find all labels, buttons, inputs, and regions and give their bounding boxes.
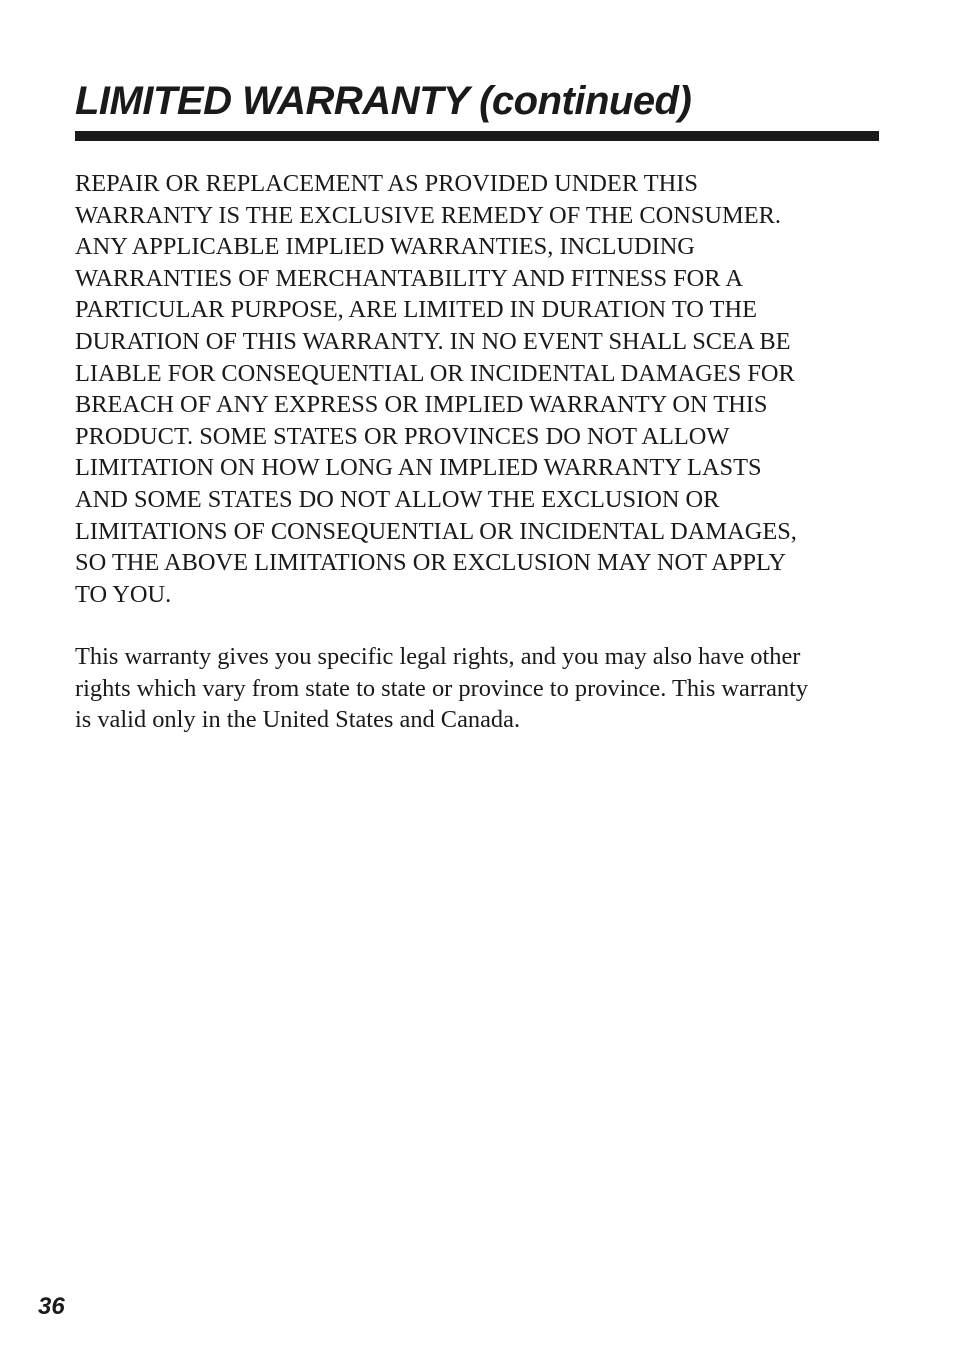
legal-rights-paragraph [75, 641, 875, 736]
page-number: 36 [38, 1293, 65, 1320]
text-line: ANY APPLICABLE IMPLIED WARRANTIES, INCLUDING [75, 233, 695, 261]
text-line: LIMITATIONS OF CONSEQUENTIAL OR INCIDENTAL DAMAGES, [75, 517, 797, 545]
text-line: LIMITATION ON HOW LONG AN IMPLIED WARRANTY LASTS [75, 454, 762, 482]
text-line: BREACH OF ANY EXPRESS OR IMPLIED WARRANTY ON THIS [75, 391, 768, 419]
text-line: PRODUCT. SOME STATES OR PROVINCES DO NOT ALLOW [75, 422, 730, 450]
text-line: REPAIR OR REPLACEMENT AS PROVIDED UNDER THIS [75, 170, 698, 197]
text-line: AND SOME STATES DO NOT ALLOW THE EXCLUSION OR [75, 485, 720, 513]
page-title: LIMITED WARRANTY (continued) [75, 79, 692, 123]
text-line: This warranty gives you specific legal rights, and you may also have other [75, 643, 801, 670]
text-line: PARTICULAR PURPOSE, ARE LIMITED IN DURATION TO THE [75, 296, 757, 324]
disclaimer-paragraph [75, 168, 875, 610]
text-line: TO YOU. [75, 580, 172, 608]
text-line: WARRANTIES OF MERCHANTABILITY AND FITNESS FOR A [75, 264, 743, 292]
title-rule [75, 131, 879, 141]
text-line: is valid only in the United States and Canada. [75, 706, 521, 734]
text-line: WARRANTY IS THE EXCLUSIVE REMEDY OF THE CONSUMER. [75, 201, 781, 229]
text-line: rights which vary from state to state or province to province. This warranty [75, 674, 809, 702]
text-line: LIABLE FOR CONSEQUENTIAL OR INCIDENTAL DAMAGES FOR [75, 359, 795, 387]
text-line: SO THE ABOVE LIMITATIONS OR EXCLUSION MAY NOT APPLY [75, 549, 787, 577]
text-line: DURATION OF THIS WARRANTY. IN NO EVENT SHALL SCEA BE [75, 327, 791, 355]
